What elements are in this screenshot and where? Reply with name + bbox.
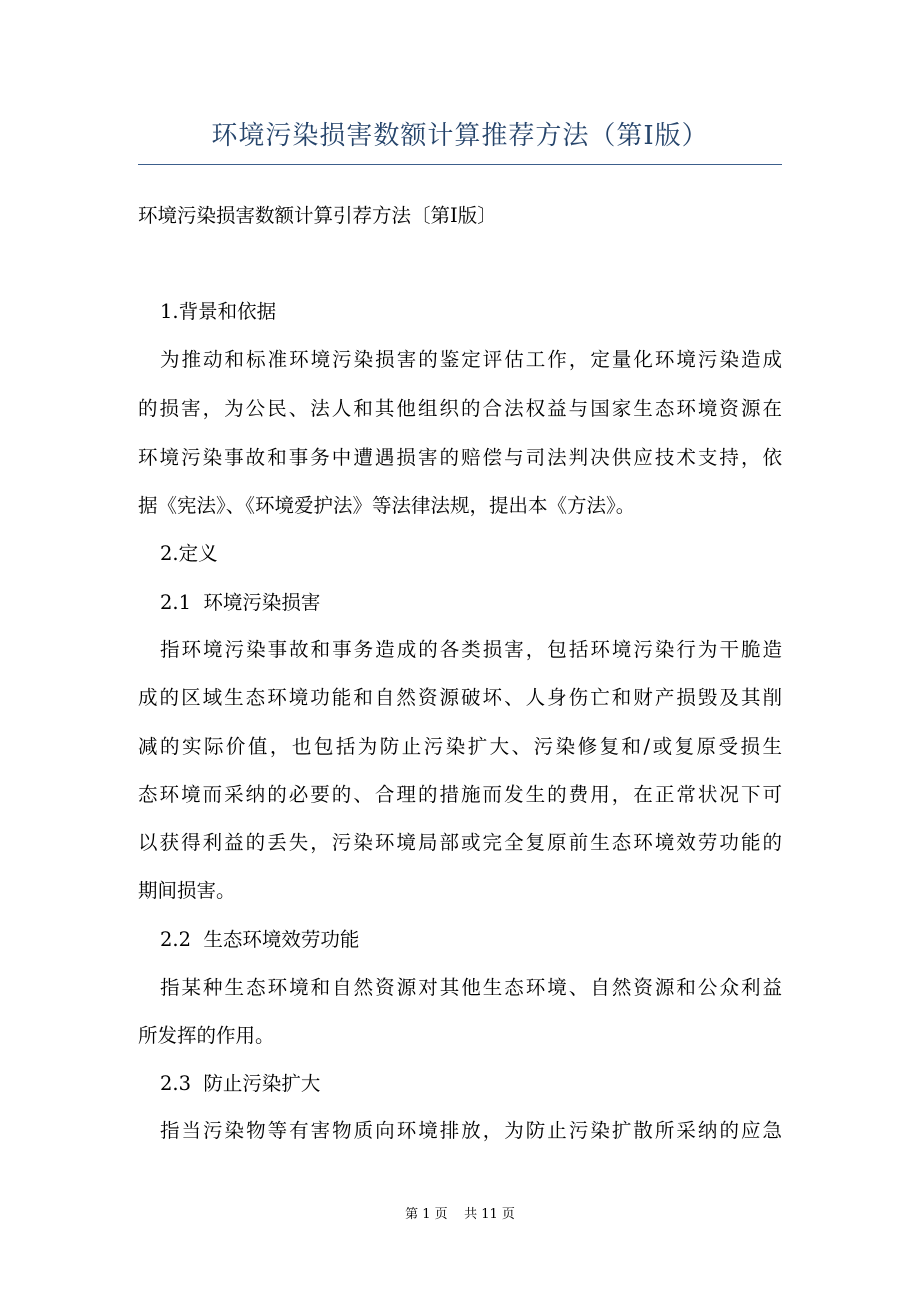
paragraph-line: 指某种生态环境和自然资源对其他生态环境、自然资源和公众利益 (160, 976, 782, 999)
paragraph-line: 所发挥的作用。 (138, 1024, 275, 1047)
title-rule (138, 164, 782, 165)
subsection-heading-2-3: 2.3 防止污染扩大 (160, 1072, 321, 1095)
paragraph-line: 据《宪法》、《环境爱护法》等法律法规，提出本《方法》。 (138, 494, 636, 517)
paragraph-line: 减的实际价值，也包括为防止污染扩大、污染修复和/或复原受损生 (138, 735, 782, 758)
page-number-footer: 第 1 页 共 11 页 (405, 1207, 515, 1222)
paragraph-line: 期间损害。 (138, 879, 236, 902)
section-heading-2: 2.定义 (160, 542, 218, 565)
paragraph-line: 态环境而采纳的必要的、合理的措施而发生的费用，在正常状况下可 (138, 783, 782, 806)
subsection-heading-2-1: 2.1 环境污染损害 (160, 591, 321, 614)
subtitle: 环境污染损害数额计算引荐方法〔第Ⅰ版〕 (138, 204, 497, 227)
subsection-heading-2-2: 2.2 生态环境效劳功能 (160, 928, 360, 951)
paragraph-line: 的损害，为公民、法人和其他组织的合法权益与国家生态环境资源在 (138, 397, 782, 420)
paragraph-line: 为推动和标准环境污染损害的鉴定评估工作，定量化环境污染造成 (160, 348, 782, 371)
paragraph-line: 以获得利益的丢失，污染环境局部或完全复原前生态环境效劳功能的 (138, 831, 782, 854)
paragraph-line: 环境污染事故和事务中遭遇损害的赔偿与司法判决供应技术支持，依 (138, 446, 782, 469)
paragraph-line: 指环境污染事故和事务造成的各类损害，包括环境污染行为干脆造 (160, 638, 782, 661)
paragraph-line: 指当污染物等有害物质向环境排放，为防止污染扩散所采纳的应急 (160, 1119, 782, 1142)
page-title: 环境污染损害数额计算推荐方法（第Ⅰ版） (211, 121, 709, 151)
section-heading-1: 1.背景和依据 (160, 300, 277, 323)
paragraph-line: 成的区域生态环境功能和自然资源破坏、人身伤亡和财产损毁及其削 (138, 686, 782, 709)
